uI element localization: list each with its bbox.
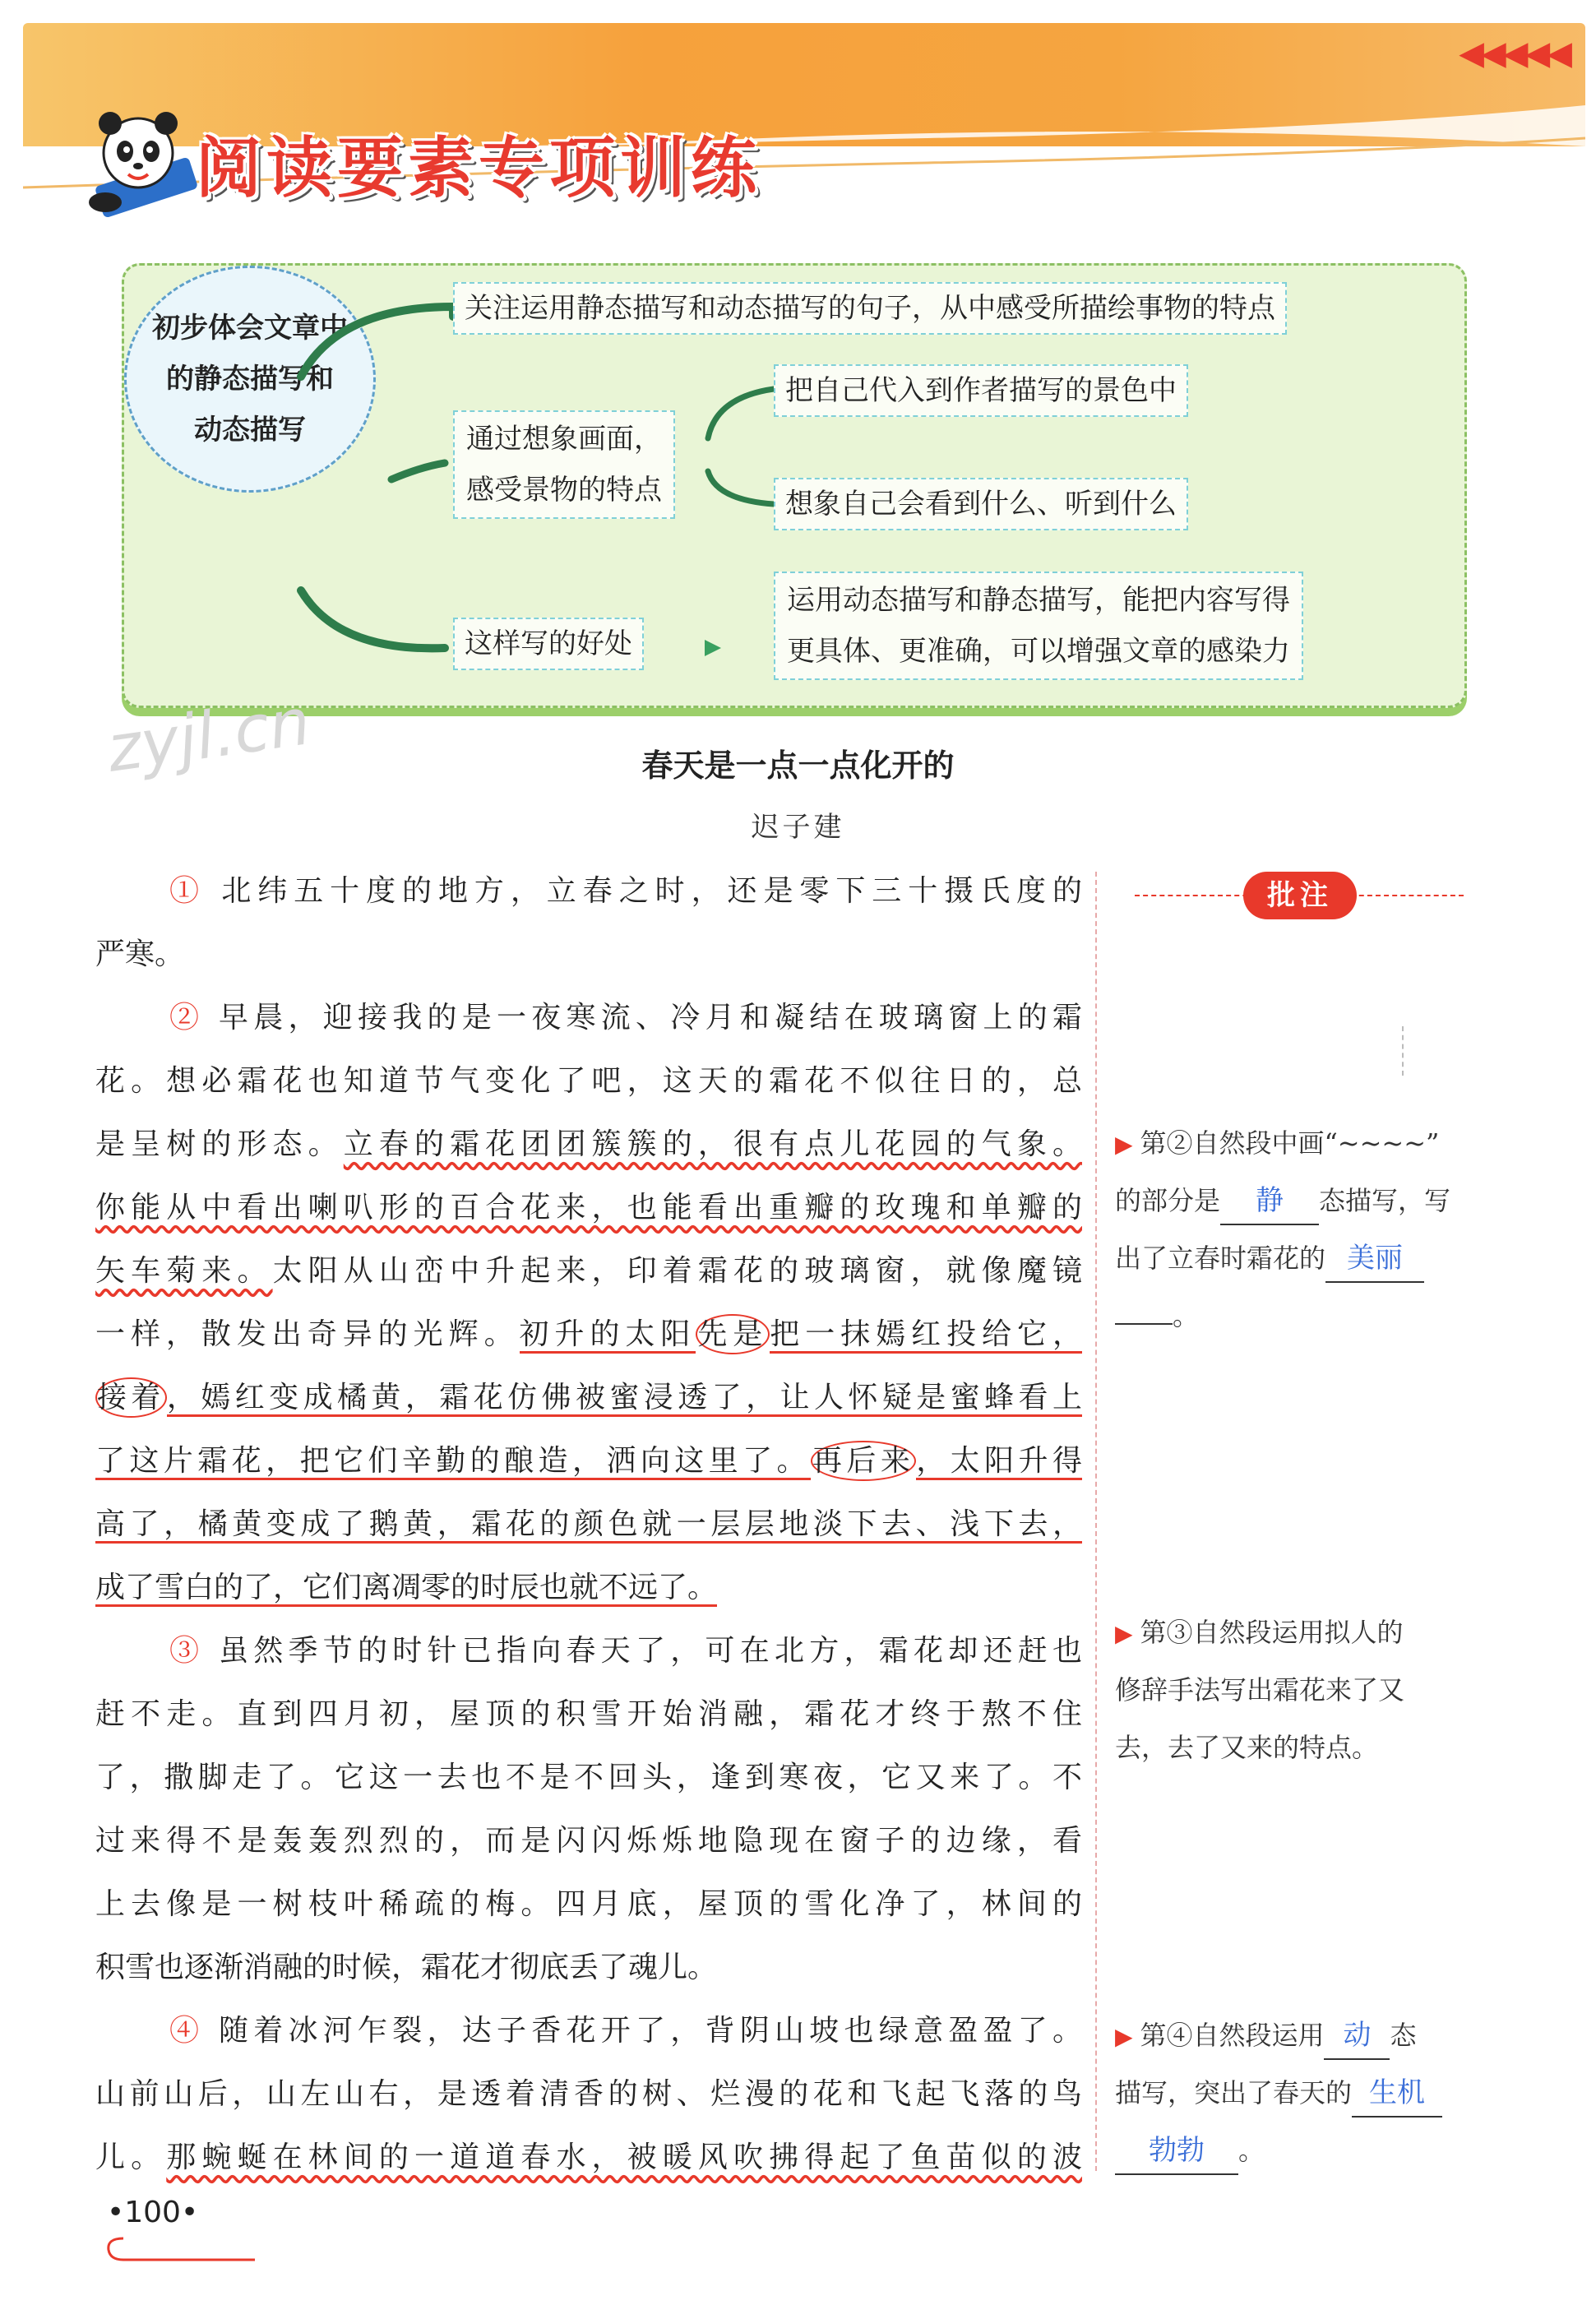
body-line	[95, 1176, 1082, 1239]
underlined-text: 成了雪白的了，它们离凋零的时辰也就不远了。	[95, 1571, 717, 1607]
line-text: 儿。	[95, 2141, 167, 2174]
paragraph-number: ③	[169, 1634, 205, 1668]
body-line: 过来得不是轰轰烈烈的，而是闪闪烁烁地隐现在窗子的边缘，看	[95, 1824, 1082, 1858]
answer-blank[interactable]: 静	[1220, 1178, 1319, 1225]
answer-blank[interactable]: 勃勃	[1115, 2127, 1238, 2175]
annotation-text: 态描写，写	[1319, 1185, 1451, 1216]
body-line: 山前山后，山左山右，是透着清香的树、烂漫的花和飞起飞落的鸟	[95, 2077, 1082, 2111]
body-line	[95, 1556, 1082, 1619]
benefit-line-1: 运用动态描写和静态描写，能把内容写得	[787, 584, 1290, 617]
body-line	[95, 859, 1082, 923]
article-title: 春天是一点一点化开的	[641, 748, 955, 784]
root-line-3: 动态描写	[194, 414, 306, 447]
answer-blank[interactable]: 美丽	[1325, 1235, 1424, 1283]
body-line: 了，撒脚走了。它这一去也不是不回头，逢到寒夜，它又来了。不	[95, 1761, 1082, 1794]
annotation-1	[1115, 1114, 1493, 1345]
panda-mascot-icon	[81, 105, 204, 220]
column-divider	[1095, 872, 1097, 2171]
root-line-2: 的静态描写和	[166, 363, 334, 396]
branch-benefit: 这样写的好处	[453, 618, 644, 670]
paragraph-number: ②	[169, 1001, 205, 1034]
annotation-text: 态	[1390, 2020, 1417, 2051]
body-line: 花。想必霜花也知道节气变化了吧，这天的霜花不似往日的，总	[95, 1064, 1082, 1098]
annotation-2	[1115, 1604, 1493, 1776]
body-line	[95, 1999, 1082, 2062]
wavy-underlined-text: 立春的霜花团团簇簇的，很有点儿花园的气象。	[343, 1127, 1082, 1161]
annotation-dash	[1402, 1026, 1404, 1076]
answer-blank[interactable]: 生机	[1352, 2070, 1442, 2118]
line-text: 一样，散发出奇异的光辉。	[95, 1317, 520, 1351]
annotation-row	[1115, 2122, 1493, 2179]
line-text: 太阳从山峦中升起来，印着霜花的玻璃窗，就像魔镜	[272, 1254, 1082, 1288]
triangle-bullet-icon: ▶	[1115, 1131, 1140, 1158]
body-line: 上去像是一树枝叶稀疏的梅。四月底，屋顶的雪化净了，林间的	[95, 1887, 1082, 1921]
body-line: 严寒。	[95, 937, 185, 971]
annotation-row: 修辞手法写出霜花来了又	[1115, 1674, 1405, 1706]
annotation-row	[1115, 1604, 1493, 1661]
annotation-row	[1115, 1114, 1493, 1172]
branch-focus-sentences: 关注运用静态描写和动态描写的句子，从中感受所描绘事物的特点	[453, 282, 1287, 335]
body-line	[95, 1239, 1082, 1303]
page-header	[23, 23, 1585, 206]
annotation-text: 描写，突出了春天的	[1115, 2077, 1353, 2108]
circled-word: 再后来	[811, 1441, 916, 1481]
annotation-3	[1115, 2006, 1493, 2179]
underlined-text: 把一抹嫣红投给它，	[770, 1317, 1082, 1354]
watermark: zyjl.cn	[102, 685, 315, 787]
wavy-underlined-text: 那蜿蜒在林间的一道道春水，被暖风吹拂得起了鱼苗似的波	[166, 2141, 1082, 2174]
underlined-text: ，太阳升得	[916, 1444, 1082, 1480]
annotation-text: 第③自然段运用拟人的	[1140, 1617, 1404, 1648]
section-title: 阅读要素专项训练	[196, 130, 761, 206]
annotation-text: 出了立春时霜花的	[1115, 1243, 1326, 1274]
annotation-row	[1115, 1287, 1493, 1345]
circled-word: 接着	[95, 1377, 167, 1418]
body-line	[95, 1113, 1082, 1176]
annotation-row	[1115, 1229, 1493, 1287]
mind-map	[122, 263, 1467, 708]
line-text: 是呈树的形态。	[95, 1127, 344, 1161]
page-number: •100•	[107, 2196, 199, 2229]
body-line	[95, 1429, 1082, 1493]
branch-imagine-line-1: 通过想象画面，	[466, 423, 662, 456]
benefit-line-2: 更具体、更准确，可以增强文章的感染力	[787, 635, 1290, 668]
body-line: 赶不走。直到四月初，屋顶的积雪开始消融，霜花才终于熬不住	[95, 1697, 1082, 1731]
page-number-decoration	[107, 2235, 255, 2268]
body-line: 积雪也逐渐消融的时候，霜花才彻底丢了魂儿。	[95, 1951, 718, 1984]
body-line	[95, 1366, 1082, 1429]
annotation-row	[1115, 1172, 1493, 1229]
annotation-row	[1115, 2064, 1493, 2122]
branch-imagine-line-2: 感受景物的特点	[466, 474, 662, 507]
triangle-bullet-icon: ▶	[1115, 2023, 1140, 2050]
branch-benefit-detail	[774, 572, 1303, 680]
paragraph-number: ④	[169, 2014, 205, 2048]
header-arrows-icon: ◀◀◀◀◀	[1459, 35, 1569, 72]
line-text: 虽然季节的时针已指向春天了，可在北方，霜花却还赶也	[204, 1634, 1082, 1668]
underlined-text: 了这片霜花，把它们辛勤的酿造，洒向这里了。	[95, 1444, 811, 1480]
wavy-underlined-text: 矢车菊来。	[95, 1254, 273, 1288]
branch-imagine	[453, 410, 675, 519]
answer-blank[interactable]: 动	[1324, 2012, 1390, 2060]
branch-self-in-scene: 把自己代入到作者描写的景色中	[774, 364, 1188, 417]
branch-see-hear: 想象自己会看到什么、听到什么	[774, 478, 1188, 530]
line-text: 北纬五十度的地方，立春之时，还是零下三十摄氏度的	[205, 874, 1082, 908]
annotation-heading: 批注	[1243, 872, 1357, 919]
triangle-bullet-icon: ▶	[1115, 1620, 1140, 1647]
body-line	[95, 1493, 1082, 1556]
root-line-1: 初步体会文章中	[152, 312, 348, 345]
body-line	[95, 986, 1082, 1049]
annotation-text: 第②自然段中画“~~~~”	[1140, 1127, 1440, 1159]
line-text: 早晨，迎接我的是一夜寒流、冷月和凝结在玻璃窗上的霜	[204, 1001, 1082, 1034]
annotation-row: 去，去了又来的特点。	[1115, 1732, 1379, 1763]
body-line	[95, 1303, 1082, 1366]
annotation-text: 第④自然段运用	[1140, 2020, 1325, 2051]
answer-blank-tail	[1115, 1323, 1173, 1325]
article-author: 迟子建	[751, 811, 845, 844]
line-text: 随着冰河乍裂，达子香花开了，背阴山坡也绿意盈盈了。	[204, 2014, 1082, 2048]
annotation-text: 的部分是	[1115, 1185, 1221, 1216]
underlined-text: 初升的太阳	[520, 1317, 696, 1354]
annotation-text: 。	[1173, 1300, 1200, 1331]
body-line	[95, 1619, 1082, 1682]
circled-word: 先是	[696, 1314, 770, 1354]
annotation-text: 。	[1238, 2135, 1265, 2166]
underlined-text: 高了，橘黄变成了鹅黄，霜花的颜色就一层层地淡下去、浅下去，	[95, 1507, 1082, 1544]
wavy-underlined-text: 你能从中看出喇叭形的百合花来，也能看出重瓣的玫瑰和单瓣的	[95, 1191, 1082, 1224]
underlined-text: ，嫣红变成橘黄，霜花仿佛被蜜浸透了，让人怀疑是蜜蜂看上	[167, 1381, 1082, 1417]
annotation-row	[1115, 2006, 1493, 2064]
body-line	[95, 2126, 1082, 2189]
paragraph-number: ①	[169, 874, 206, 908]
